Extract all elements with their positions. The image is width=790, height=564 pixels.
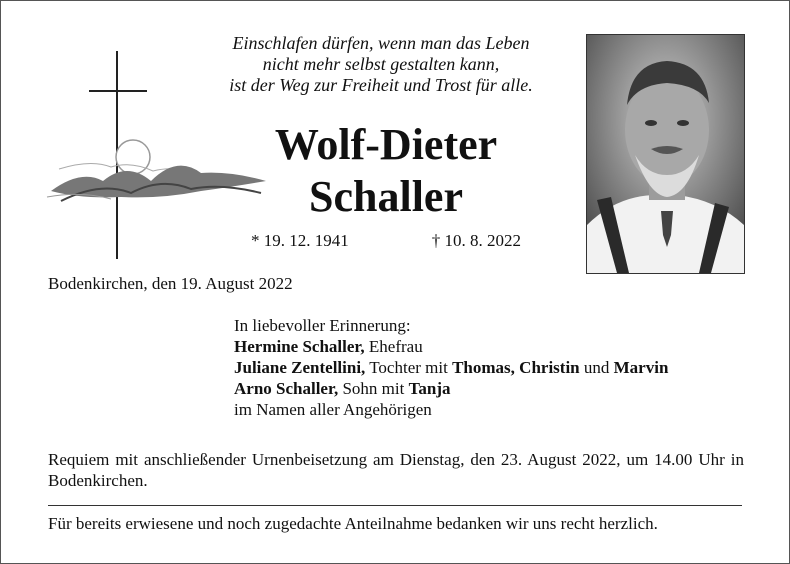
divider bbox=[48, 505, 742, 506]
mourner-name: Juliane Zentellini, bbox=[234, 358, 366, 377]
motto-line: ist der Weg zur Freiheit und Trost für alle. bbox=[229, 75, 533, 95]
portrait-photo bbox=[586, 34, 745, 274]
mourner-relation: Tochter mit bbox=[365, 358, 453, 377]
requiem-notice: Requiem mit anschließender Urnenbeisetzung am Dienstag, den 23. August 2022, um 14.00 Uhr in Bodenkirchen. bbox=[48, 450, 744, 490]
motto-text bbox=[201, 33, 561, 96]
place-and-date: Bodenkirchen, den 19. August 2022 bbox=[48, 274, 293, 293]
mourner-line bbox=[234, 357, 668, 378]
last-name: Schaller bbox=[309, 172, 463, 221]
motto-line: nicht mehr selbst gestalten kann, bbox=[262, 54, 500, 74]
mourner-name: Arno Schaller, bbox=[234, 379, 339, 398]
family-note: im Namen aller Angehörigen bbox=[234, 400, 432, 419]
life-dates bbox=[251, 231, 521, 251]
mourner-name: Tanja bbox=[408, 379, 451, 398]
mourner-name: Marvin bbox=[613, 358, 669, 377]
first-name: Wolf-Dieter bbox=[274, 120, 498, 169]
memory-intro: In liebevoller Erinnerung: bbox=[234, 316, 411, 335]
mourner-relation: Sohn mit bbox=[338, 379, 409, 398]
birth-date: * 19. 12. 1941 bbox=[251, 231, 349, 250]
mourner-line bbox=[234, 378, 668, 399]
mourner-name: Hermine Schaller, bbox=[234, 337, 365, 356]
motto-line: Einschlafen dürfen, wenn man das Leben bbox=[232, 33, 530, 53]
mourner-line bbox=[234, 336, 668, 357]
deceased-name bbox=[231, 119, 541, 223]
mourners-block bbox=[234, 315, 668, 420]
death-date: † 10. 8. 2022 bbox=[431, 231, 521, 250]
mourner-name: Thomas, Christin bbox=[452, 358, 580, 377]
thanks-note: Für bereits erwiesene und noch zugedachte Anteilnahme bedanken wir uns recht herzlich. bbox=[48, 514, 658, 533]
mourner-relation: Ehefrau bbox=[364, 337, 423, 356]
mourner-line bbox=[234, 399, 668, 420]
mourner-connector: und bbox=[579, 358, 614, 377]
